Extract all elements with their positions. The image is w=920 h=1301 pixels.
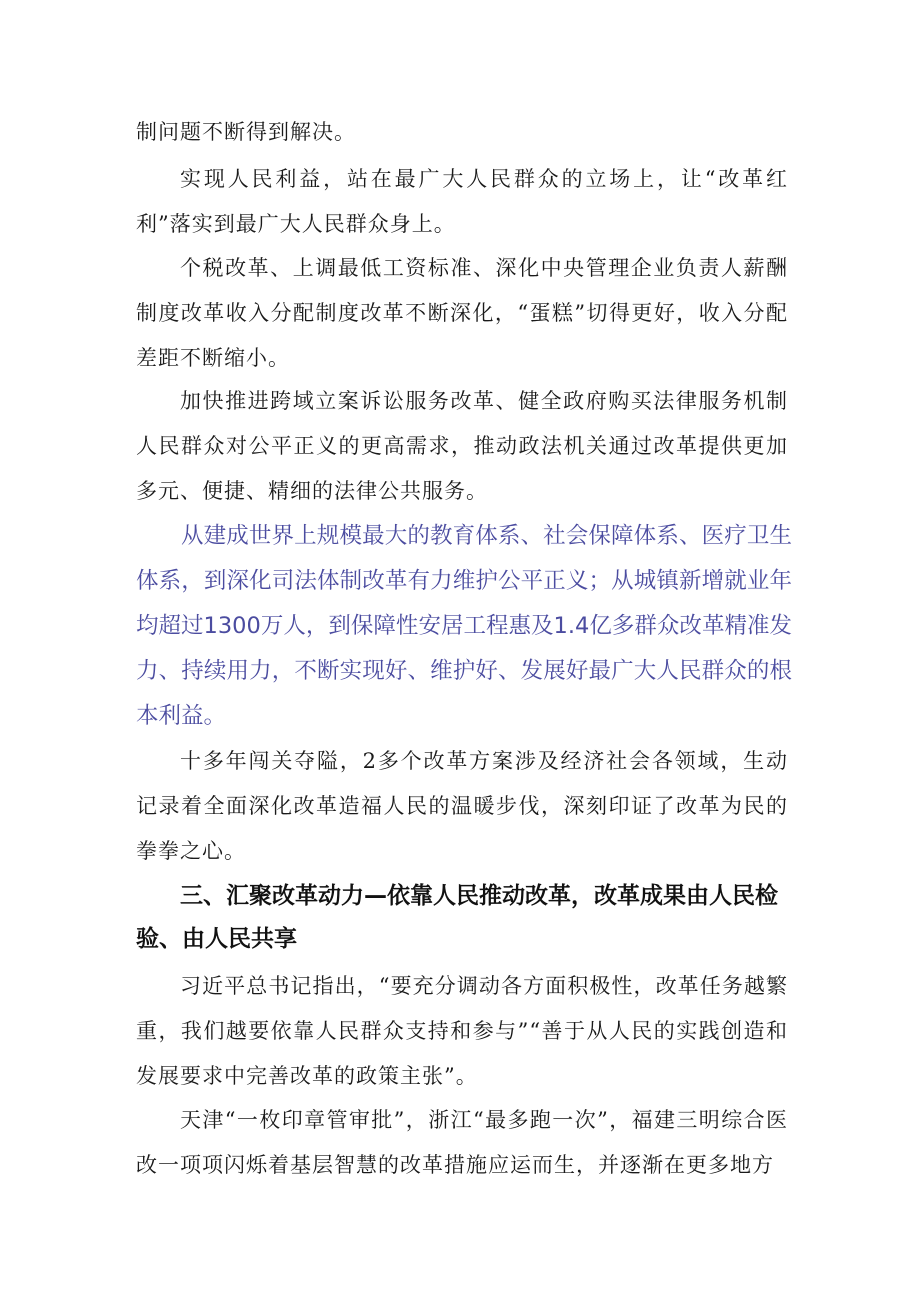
section-heading-three: 三、汇聚改革动力—依靠人民推动改革，改革成果由人民检验、由人民共享 (136, 883, 778, 952)
paragraph-xi-quote: 习近平总书记指出，“要充分调动各方面积极性，改革任务越繁重，我们越要依靠人民群众支持和参与”“善于从人民的实践创造和发展要求中完善改革的政策主张”。 (136, 974, 788, 1088)
paragraph-highlight-achievements: 从建成世界上规模最大的教育体系、社会保障体系、医疗卫生体系，到深化司法体制改革有力维护公平正义；从城镇新增就业年均超过1300万人，到保障性安居工程惠及1.4亿多群众改革精准发力、持续用力，不断实现好、维护好、发展好最广大人民群众的根本利益。 (136, 523, 792, 729)
paragraph-people-interests: 实现人民利益，站在最广大人民群众的立场上，让“改革红利”落实到最广大人民群众身上。 (136, 167, 788, 236)
paragraph-income-distribution: 个税改革、上调最低工资标准、深化中央管理企业负责人薪酬制度改革收入分配制度改革不断深化，“蛋糕”切得更好，收入分配差距不断缩小。 (136, 256, 788, 370)
paragraph-decade-reform: 十多年闯关夺隘，2多个改革方案涉及经济社会各领域，生动记录着全面深化改革造福人民的温暖步伐，深刻印证了改革为民的拳拳之心。 (136, 749, 788, 863)
paragraph-local-reforms: 天津“一枚印章管审批”，浙江“最多跑一次”，福建三明综合医改一项项闪烁着基层智慧的改革措施应运而生，并逐渐在更多地方 (136, 1108, 788, 1177)
paragraph-continuation: 制问题不断得到解决。 (136, 120, 356, 144)
paragraph-legal-services: 加快推进跨域立案诉讼服务改革、健全政府购买法律服务机制人民群众对公平正义的更高需求，推动政法机关通过改革提供更加多元、便捷、精细的法律公共服务。 (136, 389, 788, 503)
